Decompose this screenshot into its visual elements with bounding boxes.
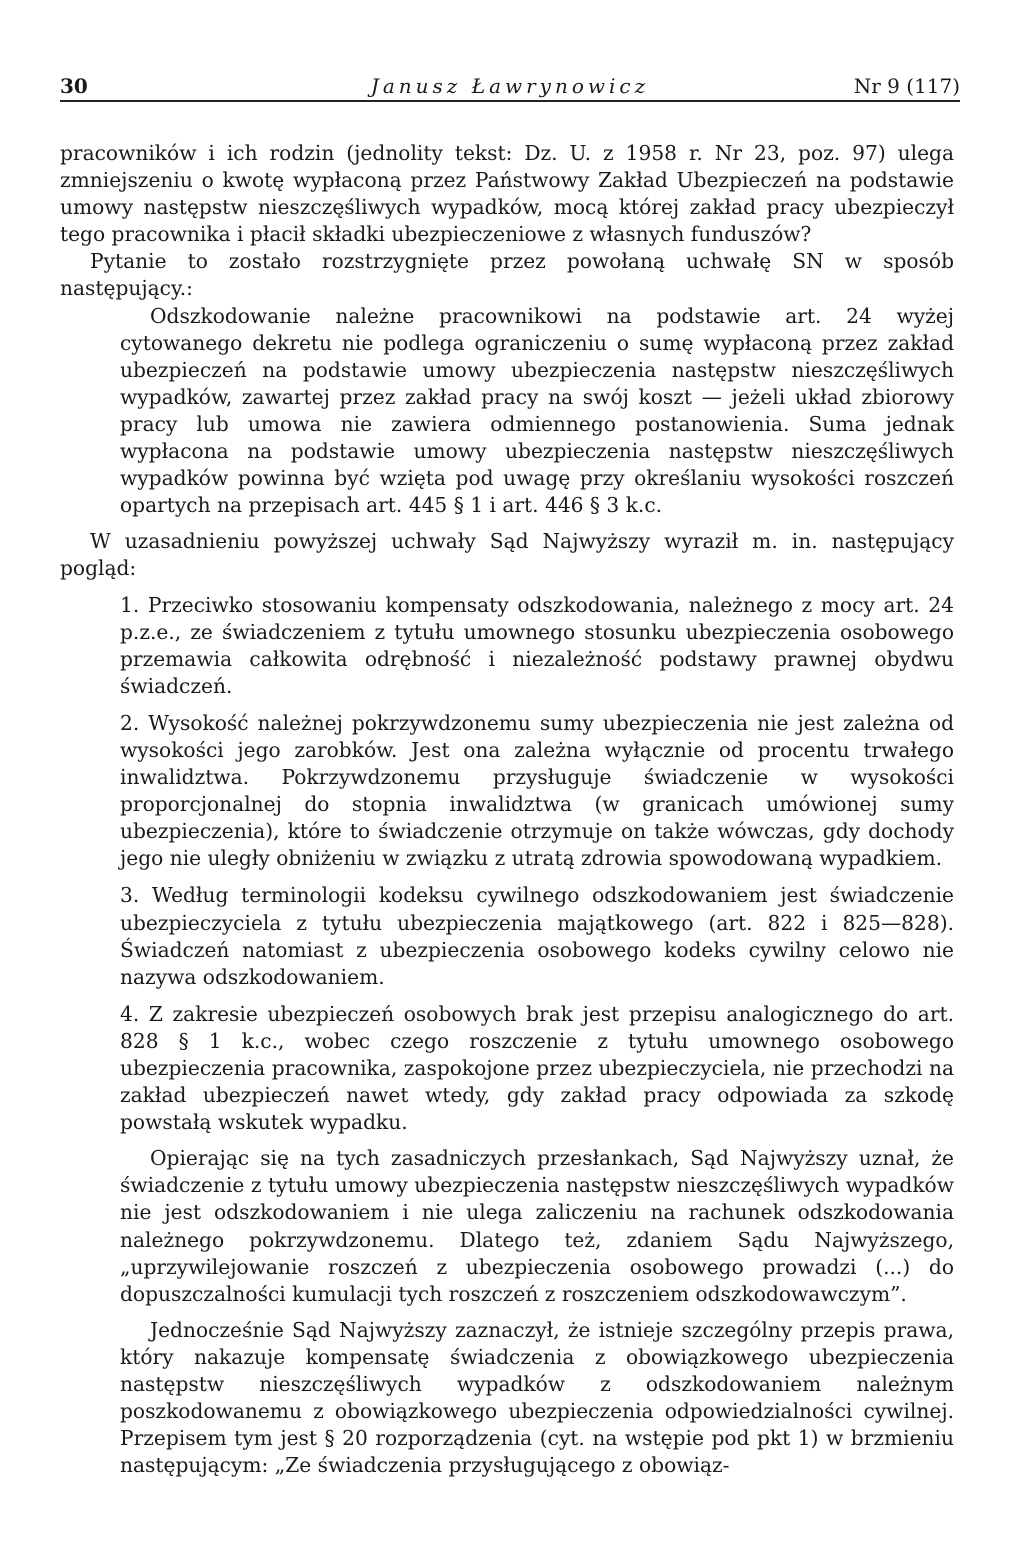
list-item-2: 2. Wysokość należnej pokrzywdzonemu sumy ubezpieczenia nie jest zależna od wysokości jego zarobków. Jest ona zależna wyłącznie od procentu trwałego inwalidztwa. Pokrzywdzonemu przysługuje świadczenie w wysokości proporcjonalnej do stopnia inwalidztwa (w granicach umówionej sumy ubezpieczenia), które to świadczenie otrzymuje on także wówczas, gdy dochody jego nie uległy obniżeniu w związku z utratą zdrowia spowodowaną wypadkiem. [120, 710, 954, 871]
running-header [60, 74, 960, 102]
issue-number: Nr 9 (117) [853, 74, 960, 98]
paragraph-conclusion: Opierając się na tych zasadniczych przesłankach, Sąd Najwyższy uznał, że świadczenie z tytułu umowy ubezpieczenia następstw nieszczęśliwych wypadków nie jest odszkodowaniem i nie ulega zaliczeniu na rachunek odszkodowania należnego pokrzywdzonemu. Dlatego też, zdaniem Sądu Najwyższego, „uprzywilejowanie roszczeń z ubezpieczenia osobowego prowadzi (...) do dopuszczalności kumulacji tych roszczeń z roszczeniem odszkodowawczym”. [120, 1146, 954, 1306]
running-author: Janusz Ławrynowicz [370, 74, 650, 98]
paragraph-continued: pracowników i ich rodzin (jednolity tekst: Dz. U. z 1958 r. Nr 23, poz. 97) ulega zmniejszeniu o kwotę wypłaconą przez Państwowy Zakład Ubezpieczeń na podstawie umowy następstw nieszczęśliwych wypadków, mocą której zakład pracy ubezpieczył tego pracownika i płacił składki ubezpieczeniowe z własnych funduszów? [60, 141, 954, 247]
page-number: 30 [60, 74, 88, 98]
list-item-4: 4. Z zakresie ubezpieczeń osobowych brak jest przepisu analogicznego do art. 828 § 1 k.c., wobec czego roszczenie z tytułu umownego osobowego ubezpieczenia pracownika, zaspokojone przez ubezpieczyciela, nie przechodzi na zakład ubezpieczeń nawet wtedy, gdy zakład pracy odpowiada za szkodę powstałą wskutek wypadku. [120, 1001, 954, 1135]
paragraph-justification-intro: W uzasadnieniu powyższej uchwały Sąd Najwyższy wyraził m. in. następujący pogląd: [60, 529, 954, 581]
paragraph-question-resolved: Pytanie to zostało rozstrzygnięte przez powołaną uchwałę SN w sposób następujący.: [60, 249, 954, 301]
resolution-quote: Odszkodowanie należne pracownikowi na podstawie art. 24 wyżej cytowanego dekretu nie podlega ograniczeniu o sumę wypłaconą przez zakład ubezpieczeń na podstawie umowy ubezpieczenia następstw nieszczęśliwych wypadków, zawartej przez zakład pracy na swój koszt — jeżeli układ zbiorowy pracy lub umowa nie zawiera odmiennego postanowienia. Suma jednak wypłacona na podstawie umowy ubezpieczenia następstw nieszczęśliwych wypadków powinna być wzięta pod uwagę przy określaniu wysokości roszczeń opartych na przepisach art. 445 § 1 i art. 446 § 3 k.c. [120, 303, 954, 518]
list-item-3: 3. Według terminologii kodeksu cywilnego odszkodowaniem jest świadczenie ubezpieczyciela z tytułu ubezpieczenia majątkowego (art. 822 i 825—828). Świadczeń natomiast z ubezpieczenia osobowego kodeks cywilny celowo nie nazywa odszkodowaniem. [120, 883, 954, 989]
body-text [60, 140, 954, 1479]
paragraph-special-provision: Jednocześnie Sąd Najwyższy zaznaczył, że istnieje szczególny przepis prawa, który nakazuje kompensatę świadczenia z obowiązkowego ubezpieczenia następstw nieszczęśliwych wypadków z odszkodowaniem należnym poszkodowanemu z obowiązkowego ubezpieczenia odpowiedzialności cywilnej. Przepisem tym jest § 20 rozporządzenia (cyt. na wstępie pod pkt 1) w brzmieniu następującym: „Ze świadczenia przysługującego z obowiąz- [120, 1317, 954, 1478]
list-item-1: 1. Przeciwko stosowaniu kompensaty odszkodowania, należnego z mocy art. 24 p.z.e., ze świadczeniem z tytułu umownego stosunku ubezpieczenia osobowego przemawia całkowita odrębność i niezależność podstawy prawnej obydwu świadczeń. [120, 592, 954, 698]
